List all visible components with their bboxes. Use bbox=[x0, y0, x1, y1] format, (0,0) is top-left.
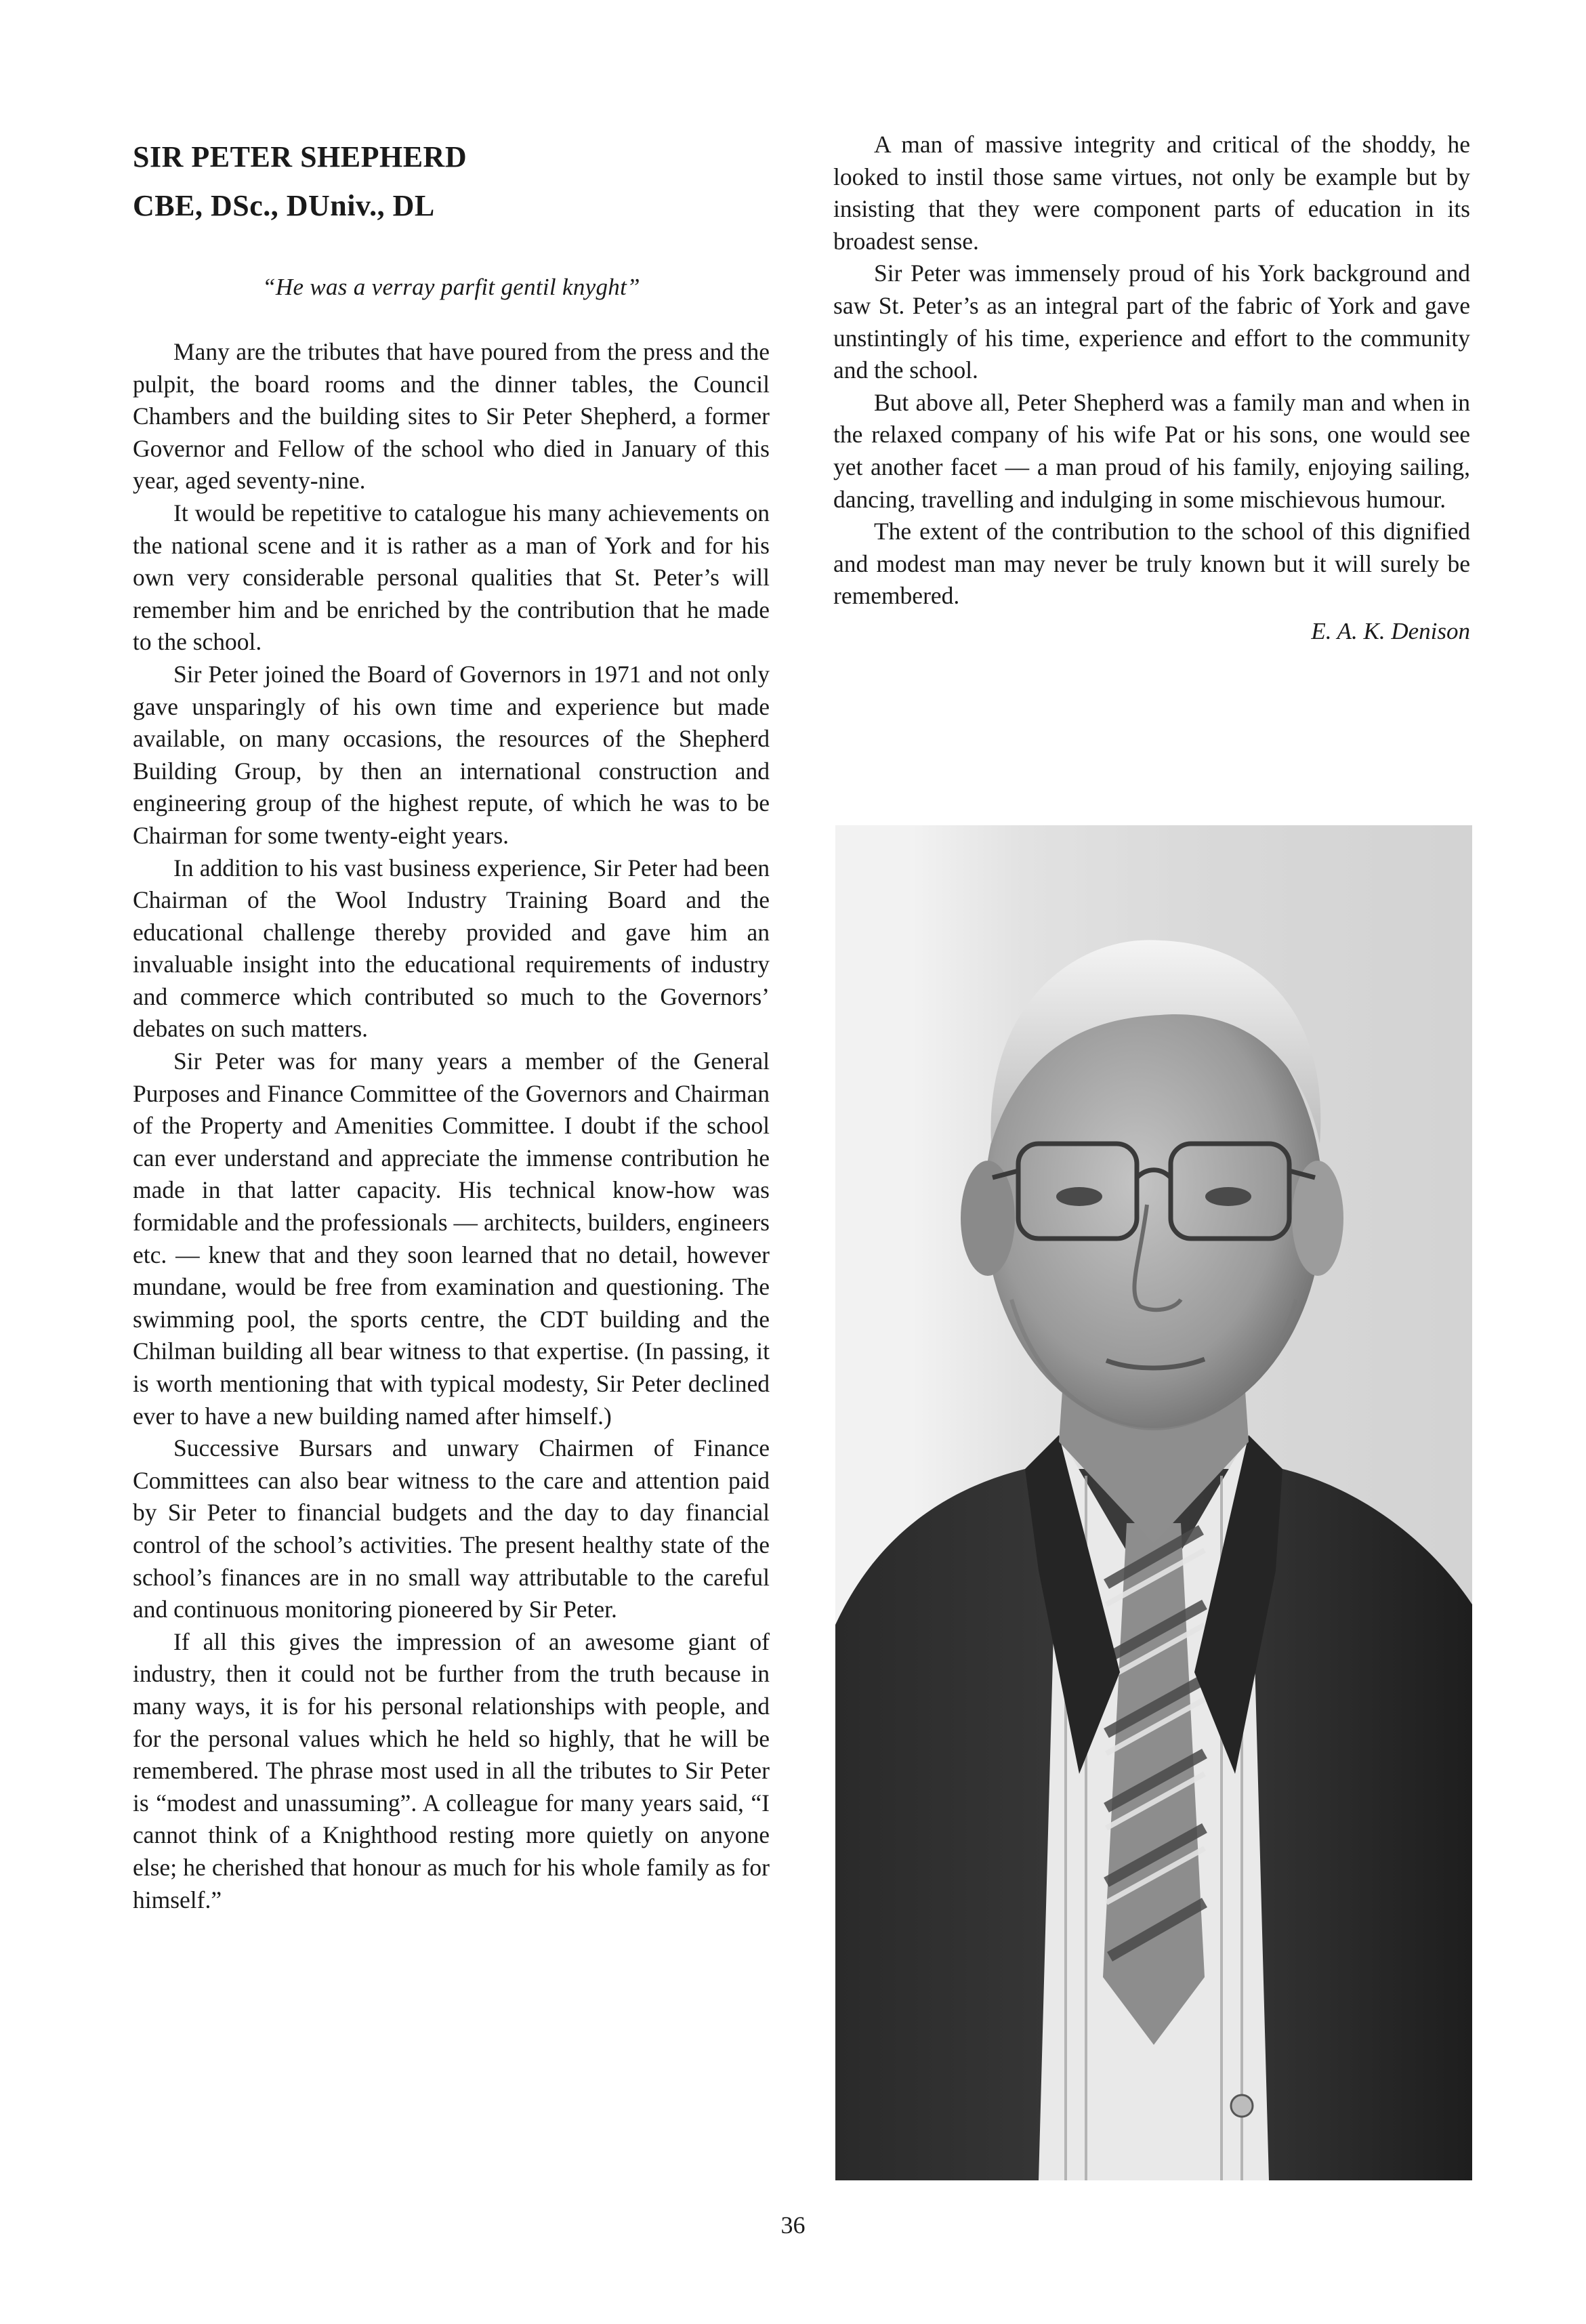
article-honours: CBE, DSc., DUniv., DL bbox=[133, 189, 435, 222]
paragraph: Sir Peter was for many years a member of the General Purposes and Finance Committee of the Governors and Chairman of the Property and Amenities Committee. I doubt if the school can ever understand and appreciate the immense contribution he made in that latter capacity. His technical know-how was formidable and the professionals — architects, builders, engineers etc. — knew that and they soon learned that no detail, however mundane, would be free from examination and questioning. The swimming pool, the sports centre, the CDT building and the Chilman building all bear witness to that expertise. (In passing, it is worth mentioning that with typical modesty, Sir Peter declined ever to have a new building named after himself.) bbox=[133, 1047, 770, 1430]
paragraph: But above all, Peter Shepherd was a family man and when in the relaxed company of his wife Pat or his sons, one would see yet another facet — a man proud of his family, enjoying sailing, dancing, travelling and indulging in some mischievous humour. bbox=[833, 388, 1470, 513]
author-signature: E. A. K. Denison bbox=[1311, 617, 1470, 644]
epigraph: “He was a verray parfit gentil knyght” bbox=[262, 274, 640, 300]
right-column bbox=[833, 129, 1470, 648]
paragraph: Sir Peter joined the Board of Governors in 1971 and not only gave unsparingly of his own time and experience but made available, on many occasions, the resources of the Shepherd Building Group, by then an international construction and engineering group of the highest repute, of which he was to be Chairman for some twenty-eight years. bbox=[133, 660, 770, 849]
paragraph: The extent of the contribution to the school of this dignified and modest man may never be truly known but it will surely be remembered. bbox=[833, 518, 1470, 610]
paragraph: It would be repetitive to catalogue his many achievements on the national scene and it is rather as a man of York and for his own very considerable personal qualities that St. Peter’s will remember him and be enriched by the contribution that he made to the school. bbox=[133, 499, 770, 656]
article-title: SIR PETER SHEPHERD bbox=[133, 140, 467, 173]
paragraph: In addition to his vast business experience, Sir Peter had been Chairman of the Wool Industry Training Board and the educational challenge thereby provided and gave him an invaluable insight into the educational requirements of industry and commerce which contributed so much to the Governors’ debates on such matters. bbox=[133, 854, 770, 1043]
paragraph: Sir Peter was immensely proud of his York background and saw St. Peter’s as an integral part of the fabric of York and gave unstintingly of his time, experience and effort to the community and the school. bbox=[833, 260, 1470, 384]
paragraph: A man of massive integrity and critical of the shoddy, he looked to instil those same virtues, not only be example but by insisting that they were component parts of education in its broadest sense. bbox=[833, 131, 1470, 255]
paragraph: Many are the tributes that have poured from the press and the pulpit, the board rooms and the dinner tables, the Council Chambers and the building sites to Sir Peter Shepherd, a former Governor and Fellow of the school who died in January of this year, aged seventy-nine. bbox=[133, 338, 770, 495]
left-column bbox=[133, 129, 770, 1916]
paragraph: Successive Bursars and unwary Chairmen of Finance Committees can also bear witness to the care and attention paid by Sir Peter to financial budgets and the day to day financial control of the school’s activities. The present healthy state of the school’s finances are in no small way attributable to the careful and continuous monitoring pioneered by Sir Peter. bbox=[133, 1434, 770, 1623]
page-number: 36 bbox=[780, 2212, 806, 2239]
portrait-photo bbox=[835, 825, 1472, 2180]
paragraph: If all this gives the impression of an awesome giant of industry, then it could not be further from the truth because in many ways, it is for his personal relationships with people, and for the personal values which he held so highly, that he will be remembered. The phrase most used in all the tributes to Sir Peter is “modest and unassuming”. A colleague for many years said, “I cannot think of a Knighthood resting more quietly on anyone else; he cherished that honour as much for his whole family as for himself.” bbox=[133, 1627, 770, 1913]
